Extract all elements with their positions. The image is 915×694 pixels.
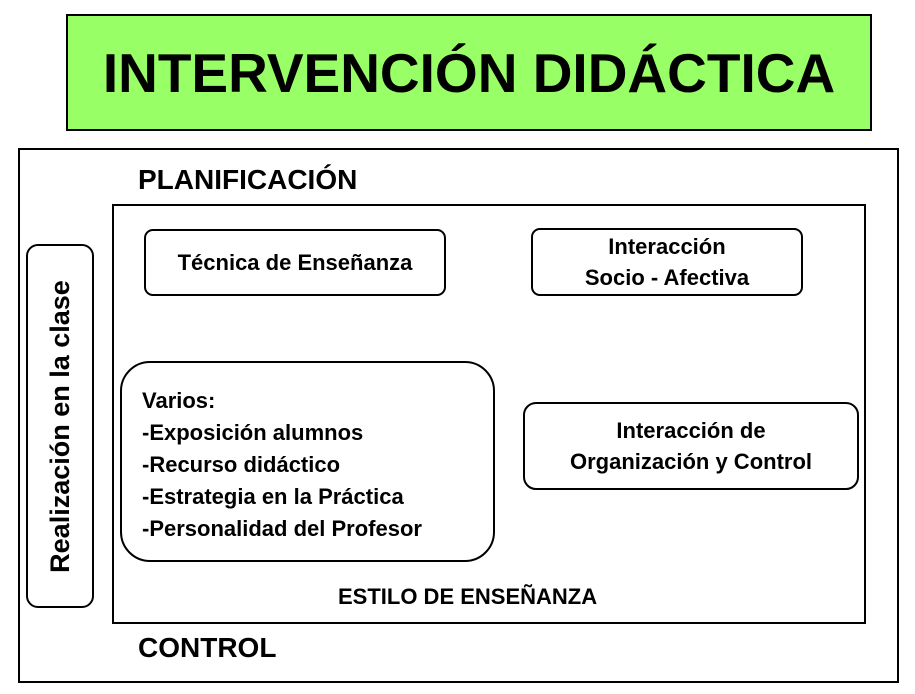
diagram-title: INTERVENCIÓN DIDÁCTICA: [102, 41, 836, 104]
varios-item: -Exposición alumnos: [142, 420, 364, 445]
varios-heading: Varios:: [142, 388, 216, 413]
tecnica-label: Técnica de Enseñanza: [177, 250, 413, 275]
control-label: CONTROL: [138, 632, 277, 663]
varios-list: [142, 385, 422, 545]
varios-item: -Recurso didáctico: [142, 452, 341, 477]
organizacion-control-box: [523, 402, 859, 490]
title-banner: [66, 14, 872, 131]
estilo-label: ESTILO DE ENSEÑANZA: [338, 584, 598, 609]
planificacion-label: PLANIFICACIÓN: [138, 164, 358, 195]
varios-box: [120, 361, 495, 562]
socio-line-1: Interacción: [608, 234, 726, 259]
organizacion-line-1: Interacción de: [616, 418, 766, 443]
tecnica-box: [144, 229, 446, 296]
varios-item: -Estrategia en la Práctica: [142, 484, 404, 509]
socio-line-2: Socio - Afectiva: [584, 265, 750, 290]
socio-afectiva-box: [531, 228, 803, 296]
realizacion-label: Realización en la clase: [44, 279, 75, 573]
varios-item: -Personalidad del Profesor: [142, 516, 422, 541]
organizacion-line-2: Organización y Control: [569, 449, 813, 474]
realizacion-box: [26, 244, 94, 608]
